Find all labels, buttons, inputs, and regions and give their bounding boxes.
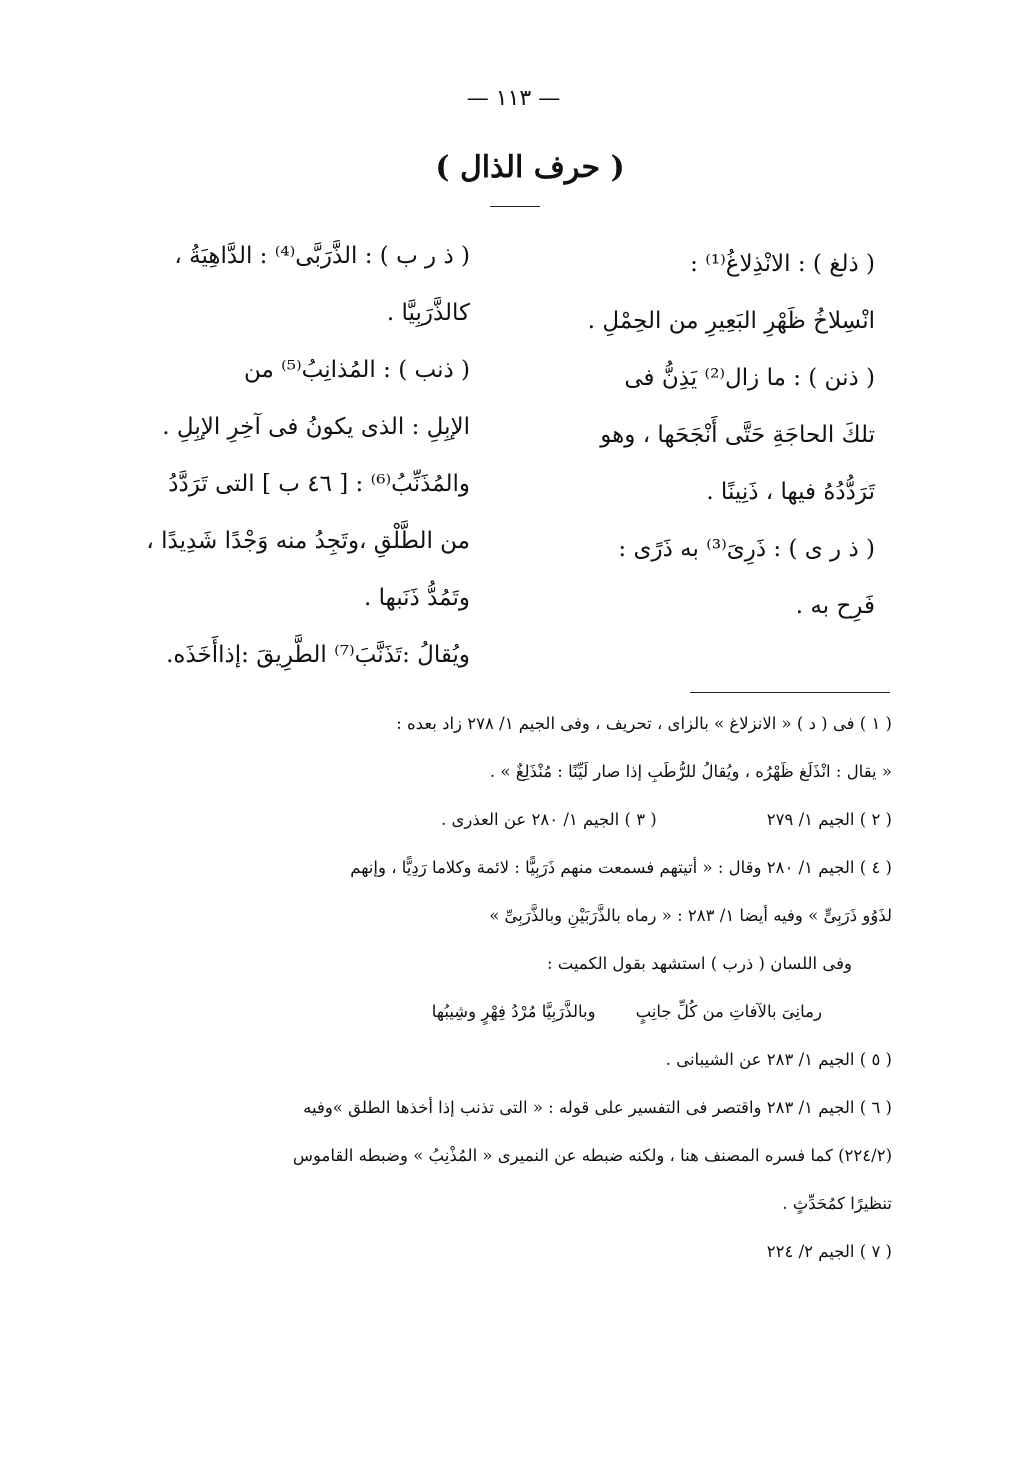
footnote-5: ( ٥ ) الجيم ١/ ٢٨٣ عن الشيبانى . [665, 1050, 892, 1069]
poetry-verse [140, 988, 892, 1036]
entry-dhalagh-head: ( ذلغ ) : الانْذِلاغُ⁽¹⁾ : [690, 251, 875, 277]
footnote-4-line-2: لذَوُو ذَرَبِىٍّ » وفيه أيضا ١/ ٢٨٣ : « رماه بالذَّرَبَيْنِ وبالذَّرَبِىِّ » [489, 906, 892, 925]
section-title: ( حرف الذال ) [435, 150, 625, 185]
entry-dhanab-text-3: من الطَّلْقِ ،وتَجِدُ منه وَجْدًا شَدِيدًا ، [146, 528, 470, 554]
entry-dhanan-text-2: تَرَدُّدُهُ فيها ، ذَنِينًا . [706, 479, 875, 505]
entry-tadhannab-text: ويُقالُ :تَذَنَّبَ⁽⁷⁾ الطَّرِيقَ :إذاأَخَذَه. [166, 642, 470, 668]
footnote-4-line-3: وفى اللسان ( ذرب ) استشهد بقول الكميت : [546, 954, 852, 973]
entry-dhalagh-text: انْسِلاخُ ظَهْرِ البَعِيرِ من الحِمْلِ . [587, 308, 875, 334]
footnotes-2-3 [140, 796, 892, 844]
page-number: — ١١٣ — [466, 86, 561, 111]
verse-hemistich-2: وبالذَّرَبِيَّا مُرْدُ فِهْرٍ وشِيبُها [431, 1002, 596, 1021]
entry-dhanab-head: ( ذنب ) : المُذانِبُ⁽⁵⁾ من [244, 357, 470, 383]
footnote-divider [690, 692, 890, 693]
footnote-6-line-1: ( ٦ ) الجيم ١/ ٢٨٣ واقتصر فى التفسير على قوله : « التى تذنب إذا أخذها الطلق »وفيه [303, 1098, 892, 1117]
footnote-3: ( ٣ ) الجيم ١/ ٢٨٠ عن العذرى . [440, 810, 657, 829]
entry-dhanan-text-1: تلكَ الحاجَةِ حَتَّى أَنْجَحَها ، وهو [600, 422, 875, 448]
footnote-1-line-2: « يقال : انْذَلَغ ظَهْرُه ، ويُقالُ للرُّطَبِ إذا صار لَيِّنًا : مُنْذَلِغٌ » . [489, 762, 892, 781]
verse-hemistich-1: رمانِىَ بالآفاتِ من كُلِّ جانِبٍ [635, 1002, 822, 1021]
entry-dhanab-text-1: الإبِلِ : الذى يكونُ فى آخِرِ الإبِلِ . [162, 414, 470, 440]
footnote-6-line-3: تنظيرًا كمُحَدِّثٍ . [782, 1194, 892, 1213]
title-divider [490, 206, 540, 207]
footnote-6-line-2: (٢٢٤/٢) كما فسره المصنف هنا ، ولكنه ضبطه عن النميرى « المُذْنِبُ » وضبطه القاموس [292, 1146, 892, 1165]
entry-dharab-head: ( ذ ر ب ) : الذَّرَبَّى⁽⁴⁾ : الدَّاهِيَةُ ، [174, 243, 470, 269]
left-column [146, 228, 470, 684]
entry-dhara-head: ( ذ ر ى ) : ذَرِىَ⁽³⁾ به ذَرًى : [618, 536, 875, 562]
right-column [545, 236, 875, 635]
entry-dhanan-head: ( ذنن ) : ما زال⁽²⁾ يَذِنُّ فى [624, 365, 875, 391]
entry-dhanab-text-2: والمُذَنِّبُ⁽⁶⁾ : [ ٤٦ ب ] التى تَرَدَّدُ [168, 471, 470, 497]
footnote-1-line-1: ( ١ ) فى ( د ) « الانزلاغ » بالزاى ، تحريف ، وفى الجيم ١/ ٢٧٨ زاد بعده : [396, 714, 892, 733]
entry-dhanab-text-4: وتَمُدُّ ذَنَبها . [363, 585, 470, 611]
footnotes [140, 700, 892, 1276]
footnote-4-line-1: ( ٤ ) الجيم ١/ ٢٨٠ وقال : « أتيتهم فسمعت منهم ذَرَبِيًّا : لائمة وكلاما رَدِيًّا ، وإنهم [350, 858, 892, 877]
footnote-2: ( ٢ ) الجيم ١/ ٢٧٩ [766, 810, 892, 829]
entry-dhara-text: فَرِح به . [795, 593, 875, 619]
entry-dharab-text: كالذَّرَبِيَّا . [386, 300, 470, 326]
footnote-7: ( ٧ ) الجيم ٢/ ٢٢٤ [766, 1242, 892, 1261]
